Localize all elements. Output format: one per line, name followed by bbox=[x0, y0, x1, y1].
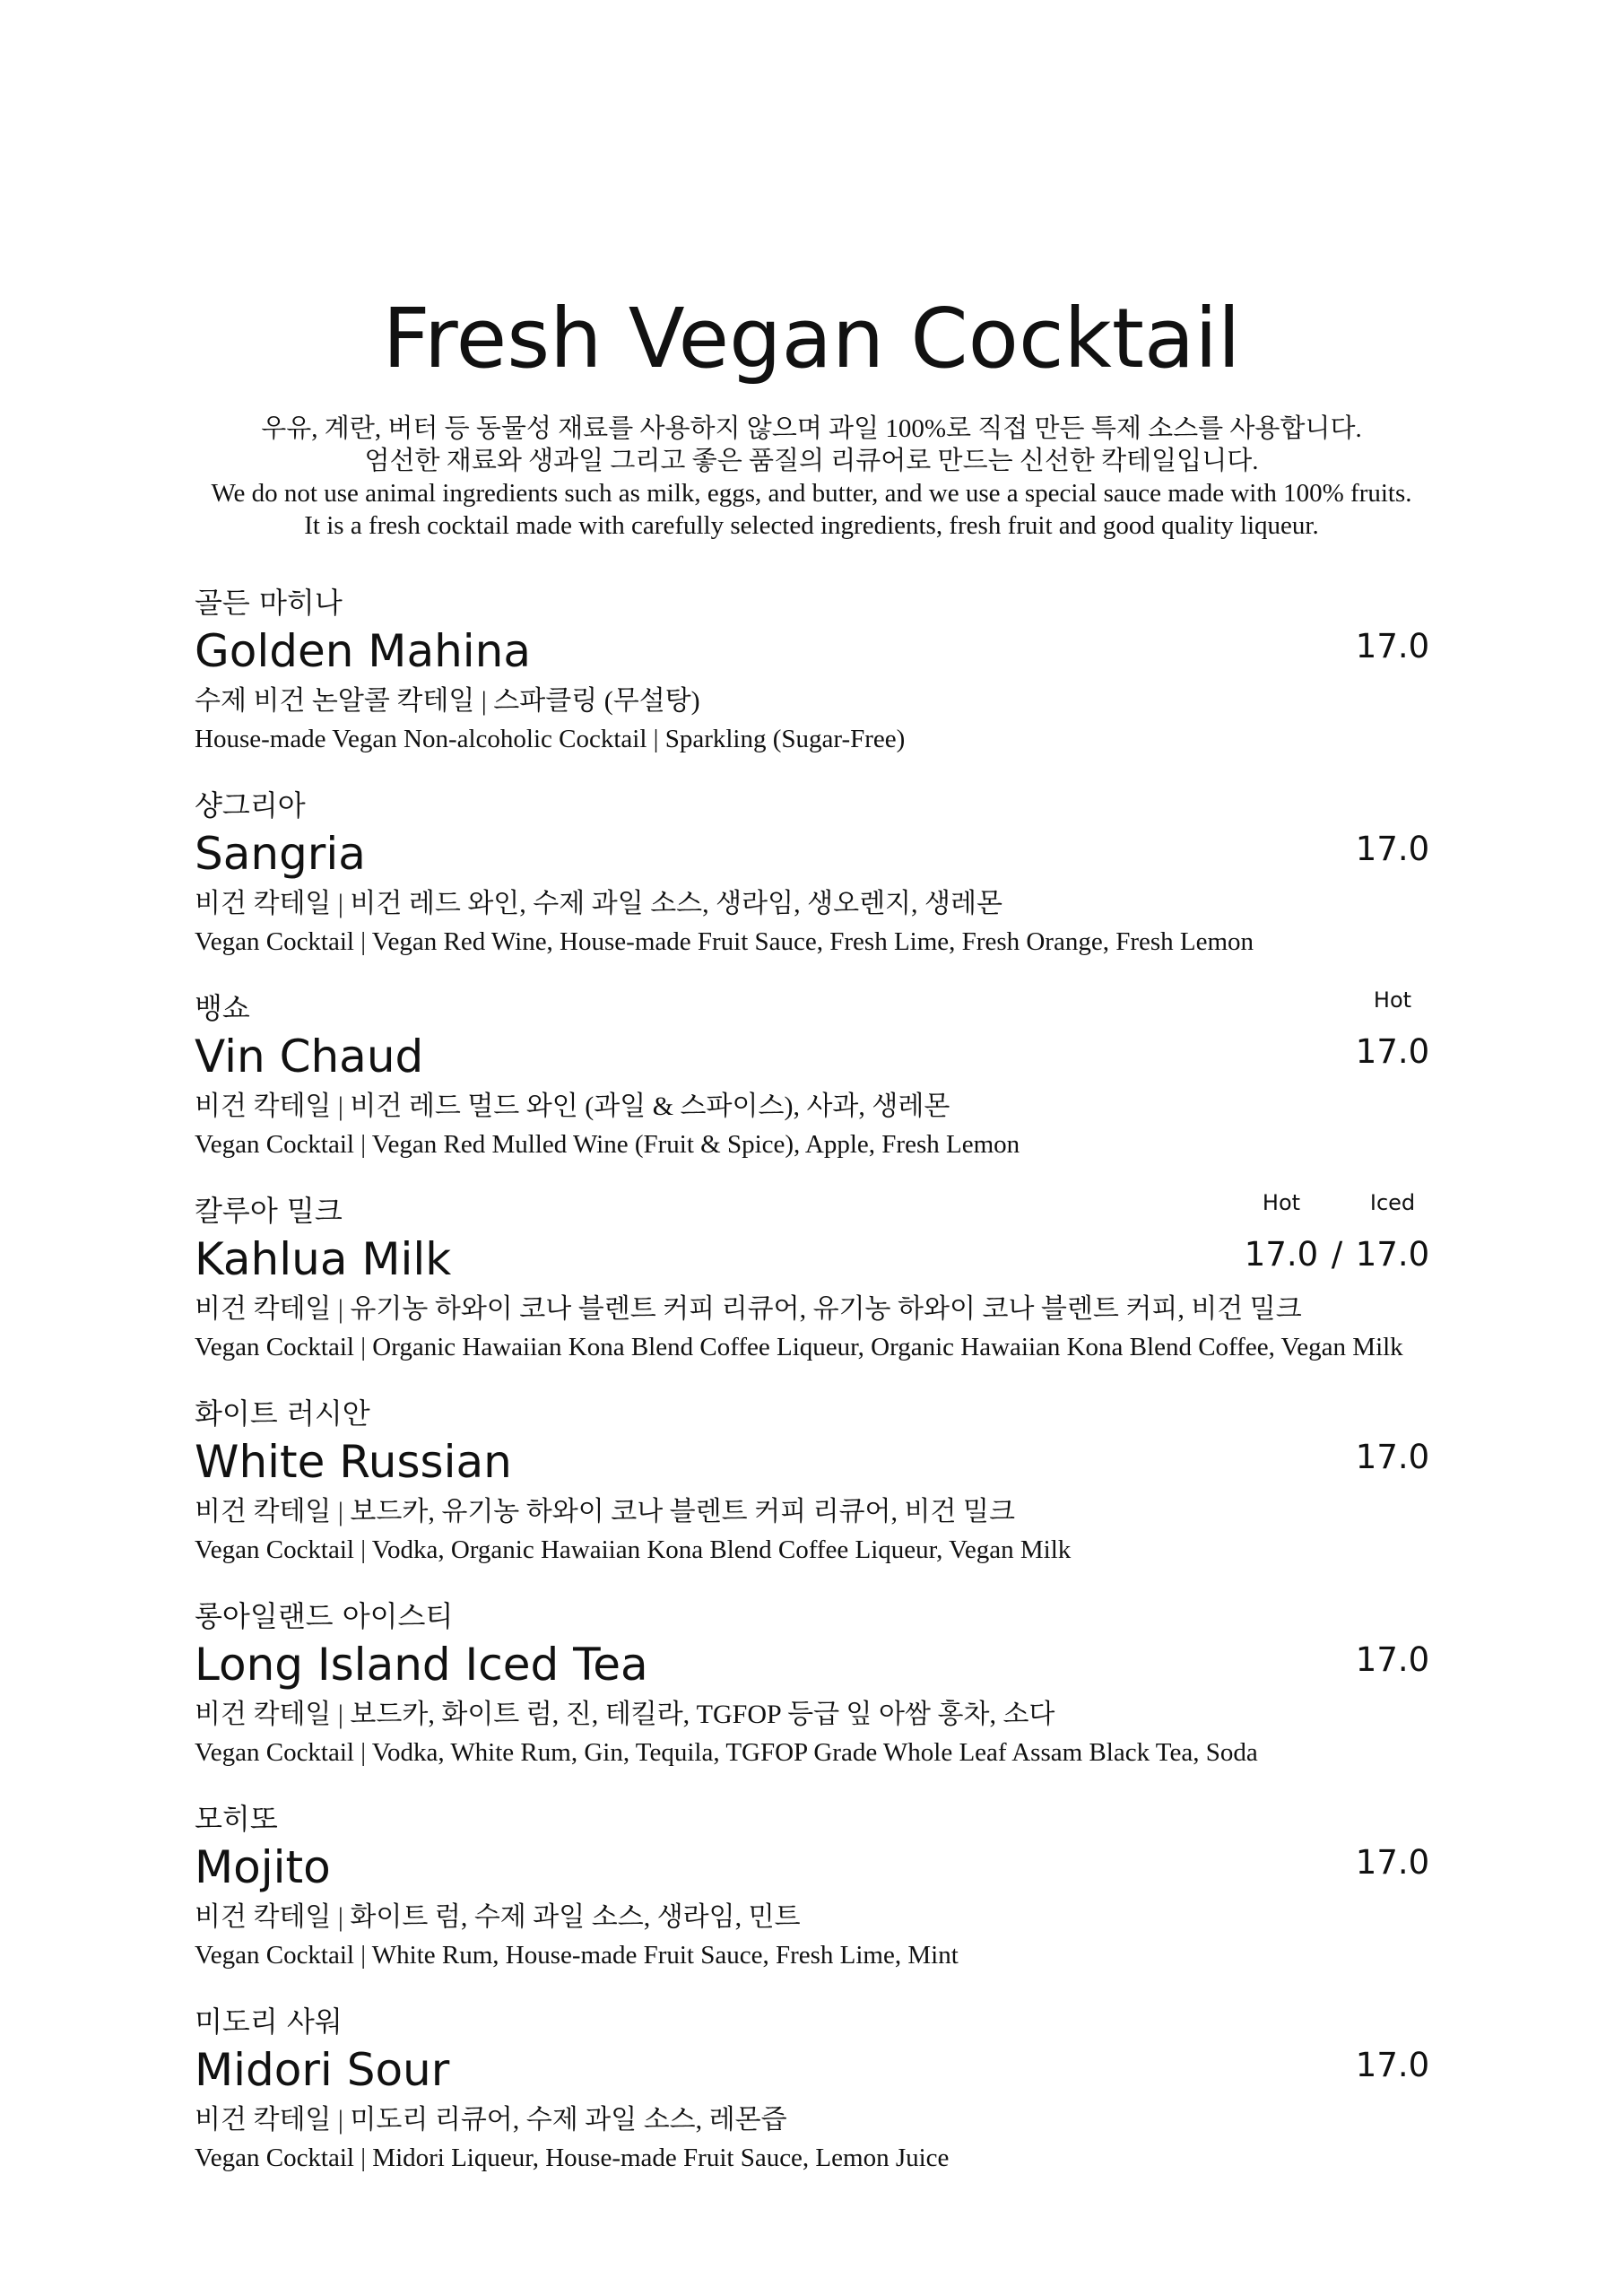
price-value: 17.0 bbox=[1355, 1640, 1430, 1679]
item-name-korean: 뱅쇼 bbox=[195, 991, 250, 1025]
menu-item bbox=[195, 790, 1430, 993]
item-name-english: White Russian bbox=[195, 1436, 512, 1488]
item-description-english: Vegan Cocktail | White Rum, House-made Fruit Sauce, Fresh Lime, Mint bbox=[195, 1941, 959, 1970]
item-description-korean: 비건 칵테일 | 비건 레드 멀드 와인 (과일 & 스파이스), 사과, 생레몬 bbox=[195, 1091, 950, 1121]
item-name-korean: 롱아일랜드 아이스티 bbox=[195, 1599, 454, 1633]
price-value: 17.0 bbox=[1355, 830, 1430, 868]
item-description-korean: 비건 칵테일 | 미도리 리큐어, 수제 과일 소스, 레몬즙 bbox=[195, 2105, 787, 2135]
item-prices bbox=[1355, 2048, 1430, 2084]
item-prices bbox=[1355, 1845, 1430, 1882]
item-description-korean: 수제 비건 논알콜 칵테일 | 스파클링 (무설탕) bbox=[195, 686, 700, 716]
item-name-english: Vin Chaud bbox=[195, 1031, 424, 1083]
item-name-korean: 골든 마히나 bbox=[195, 586, 343, 620]
item-name-korean: 화이트 러시안 bbox=[195, 1396, 370, 1431]
item-description-korean: 비건 칵테일 | 보드카, 유기농 하와이 코나 블렌트 커피 리큐어, 비건 밀크 bbox=[195, 1497, 1015, 1526]
item-name-korean: 모히또 bbox=[195, 1802, 278, 1836]
item-prices bbox=[1355, 1034, 1430, 1071]
menu-item bbox=[195, 1398, 1430, 1601]
item-name-english: Mojito bbox=[195, 1841, 331, 1893]
item-description-english: Vegan Cocktail | Vegan Red Mulled Wine (Fruit & Spice), Apple, Fresh Lemon bbox=[195, 1130, 1020, 1159]
menu-item bbox=[195, 2006, 1430, 2209]
item-name-korean: 샹그리아 bbox=[195, 788, 306, 822]
intro-line-english-2: It is a fresh cocktail made with carefully selected ingredients, fresh fruit and good quality liqueur. bbox=[304, 511, 1319, 540]
price-value: 17.0 bbox=[1355, 1032, 1430, 1071]
item-description-korean: 비건 칵테일 | 화이트 럼, 수제 과일 소스, 생라임, 민트 bbox=[195, 1902, 801, 1932]
item-name-english: Midori Sour bbox=[195, 2044, 450, 2096]
tag-gap bbox=[1319, 1190, 1355, 1215]
price-value: 17.0 bbox=[1244, 1235, 1319, 1274]
intro-paragraph bbox=[0, 413, 1623, 542]
price-value: 17.0 bbox=[1355, 2046, 1430, 2084]
item-description-korean: 비건 칵테일 | 비건 레드 와인, 수제 과일 소스, 생라임, 생오렌지, 생레몬 bbox=[195, 889, 1002, 918]
menu-item bbox=[195, 587, 1430, 790]
item-prices bbox=[1355, 1439, 1430, 1476]
item-name-english: Kahlua Milk bbox=[195, 1233, 452, 1285]
item-prices bbox=[1355, 629, 1430, 665]
item-description-english: Vegan Cocktail | Midori Liqueur, House-made Fruit Sauce, Lemon Juice bbox=[195, 2144, 950, 2172]
item-name-english: Golden Mahina bbox=[195, 625, 531, 677]
item-prices bbox=[1244, 1237, 1430, 1274]
temperature-tag: Hot bbox=[1373, 987, 1412, 1013]
item-name-korean: 미도리 사워 bbox=[195, 2005, 343, 2039]
intro-line-korean-1: 우유, 계란, 버터 등 동물성 재료를 사용하지 않으며 과일 100%로 직접 만든 특제 소스를 사용합니다. bbox=[261, 414, 1362, 443]
menu-item bbox=[195, 1804, 1430, 2006]
item-description-korean: 비건 칵테일 | 유기농 하와이 코나 블렌트 커피 리큐어, 유기농 하와이 코나 블렌트 커피, 비건 밀크 bbox=[195, 1294, 1302, 1324]
item-temperature-tags bbox=[1244, 1190, 1430, 1215]
menu-item bbox=[195, 1190, 1430, 1398]
item-description-english: Vegan Cocktail | Vodka, White Rum, Gin, Tequila, TGFOP Grade Whole Leaf Assam Black Tea, Soda bbox=[195, 1738, 1258, 1767]
item-name-english: Long Island Iced Tea bbox=[195, 1639, 648, 1691]
item-prices bbox=[1355, 831, 1430, 868]
price-separator: / bbox=[1331, 1235, 1343, 1274]
intro-line-english-1: We do not use animal ingredients such as milk, eggs, and butter, and we use a special sauce made with 100% fruits. bbox=[211, 479, 1412, 508]
item-description-korean: 비건 칵테일 | 보드카, 화이트 럼, 진, 테킬라, TGFOP 등급 잎 아쌈 홍차, 소다 bbox=[195, 1700, 1055, 1729]
item-description-english: Vegan Cocktail | Vodka, Organic Hawaiian Kona Blend Coffee Liqueur, Vegan Milk bbox=[195, 1535, 1072, 1564]
item-description-english: Vegan Cocktail | Vegan Red Wine, House-made Fruit Sauce, Fresh Lime, Fresh Orange, Fresh Lemon bbox=[195, 927, 1254, 956]
item-temperature-tags bbox=[1355, 987, 1430, 1013]
menu-item bbox=[195, 1601, 1430, 1804]
menu-item bbox=[195, 987, 1430, 1196]
temperature-tag: Hot bbox=[1262, 1190, 1301, 1215]
page-title: Fresh Vegan Cocktail bbox=[382, 291, 1241, 387]
intro-line-korean-2: 엄선한 재료와 생과일 그리고 좋은 품질의 리큐어로 만드는 신선한 칵테일입니다. bbox=[364, 447, 1259, 475]
item-description-english: House-made Vegan Non-alcoholic Cocktail | Sparkling (Sugar-Free) bbox=[195, 725, 906, 753]
price-value: 17.0 bbox=[1355, 1235, 1430, 1274]
menu-list bbox=[195, 587, 1430, 2209]
item-prices bbox=[1355, 1642, 1430, 1679]
item-name-korean: 칼루아 밀크 bbox=[195, 1194, 343, 1228]
item-description-english: Vegan Cocktail | Organic Hawaiian Kona Blend Coffee Liqueur, Organic Hawaiian Kona Blend Coffee, Vegan Milk bbox=[195, 1333, 1403, 1361]
price-value: 17.0 bbox=[1355, 1843, 1430, 1882]
price-value: 17.0 bbox=[1355, 627, 1430, 665]
item-name-english: Sangria bbox=[195, 828, 366, 880]
temperature-tag: Iced bbox=[1369, 1190, 1416, 1215]
price-value: 17.0 bbox=[1355, 1438, 1430, 1476]
